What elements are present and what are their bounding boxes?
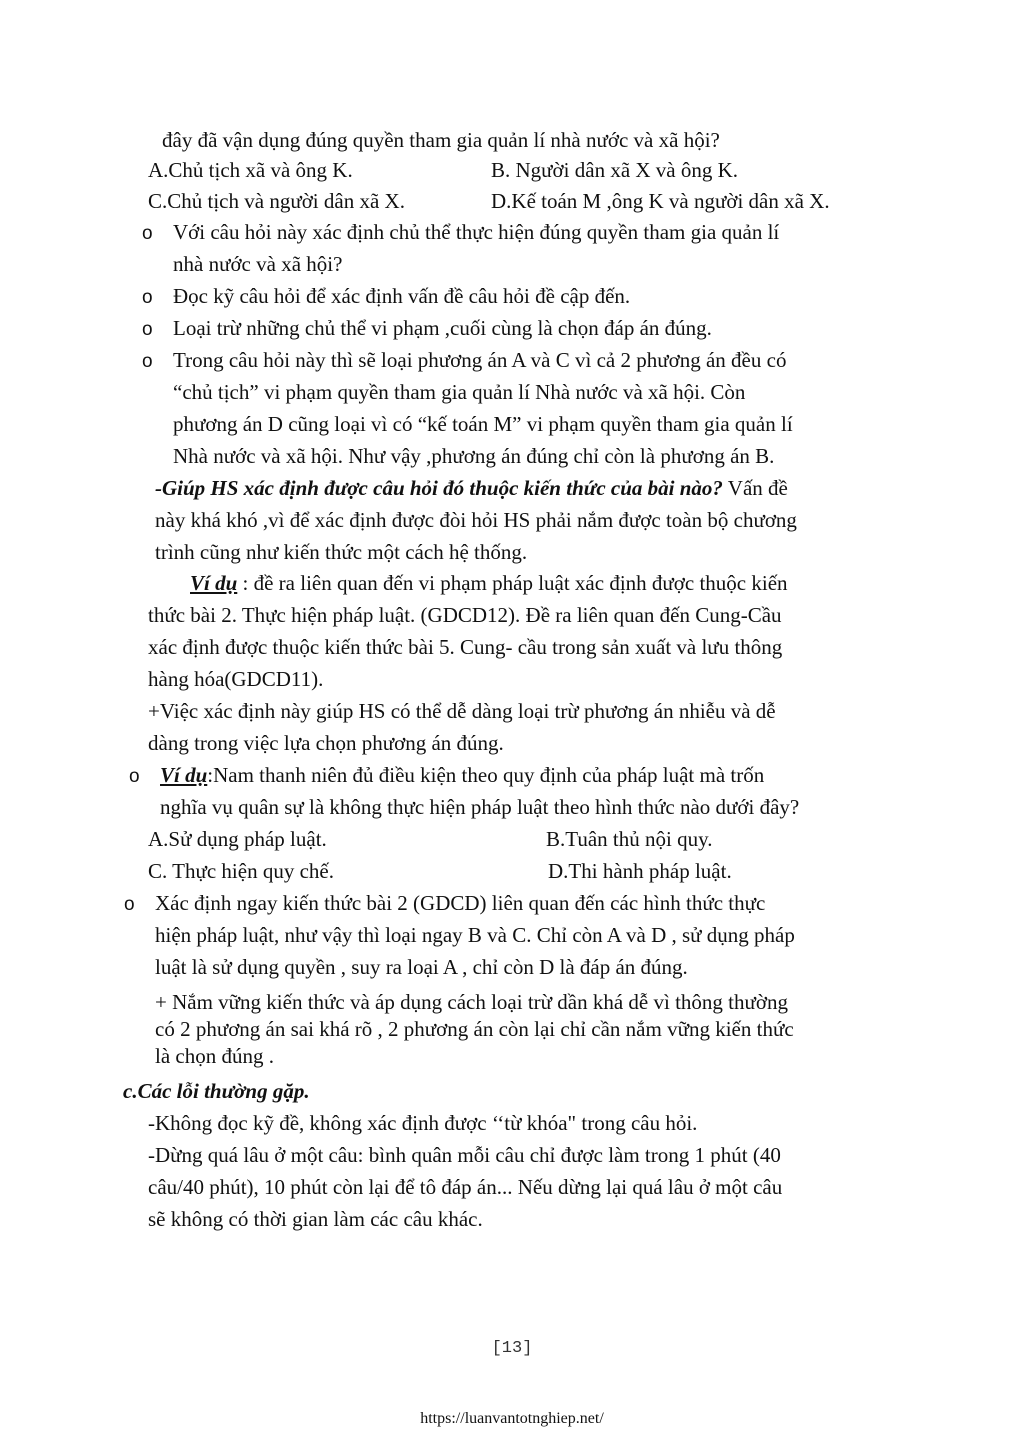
question-stem-tail: đây đã vận dụng đúng quyền tham gia quản lí nhà nước và xã hội? — [162, 128, 720, 152]
step-4-line-2: “chủ tịch” vi phạm quyền tham gia quản lí Nhà nước và xã hội. Còn — [173, 380, 746, 404]
step-4-line-4: Nhà nước và xã hội. Như vậy ,phương án đúng chỉ còn là phương án B. — [173, 444, 775, 468]
example-2-option-b: B.Tuân thủ nội quy. — [546, 827, 713, 851]
example-2-line-2: nghĩa vụ quân sự là không thực hiện pháp luật theo hình thức nào dưới đây? — [160, 795, 800, 819]
example-2-solution-line-1: Xác định ngay kiến thức bài 2 (GDCD) liên quan đến các hình thức thực — [155, 891, 766, 915]
tip-line-2: có 2 phương án sai khá rõ , 2 phương án còn lại chỉ cần nắm vững kiến thức — [155, 1017, 794, 1041]
example-1-line-2: thức bài 2. Thực hiện pháp luật. (GDCD12). Đề ra liên quan đến Cung-Cầu — [148, 603, 782, 627]
example-1-label: Ví dụ — [190, 571, 238, 595]
step-1-line-2: nhà nước và xã hội? — [173, 252, 343, 276]
example-2-label: Ví dụ — [160, 763, 208, 787]
example-2-solution-line-2: hiện pháp luật, như vậy thì loại ngay B và C. Chỉ còn A và D , sử dụng pháp — [155, 923, 795, 947]
mistakes-line-2: -Dừng quá lâu ở một câu: bình quân mỗi câu chỉ được làm trong 1 phút (40 — [148, 1143, 781, 1167]
mistakes-heading: c.Các lỗi thường gặp. — [123, 1079, 310, 1103]
mistakes-line-4: sẽ không có thời gian làm các câu khác. — [148, 1207, 483, 1231]
step-4-line-1: Trong câu hỏi này thì sẽ loại phương án A và C vì cả 2 phương án đều có — [173, 348, 787, 372]
help-heading-tail: Vấn đề — [722, 476, 788, 500]
bullet-icon: o — [124, 894, 135, 915]
bullet-icon: o — [129, 766, 140, 787]
step-2-line-1: Đọc kỹ câu hỏi để xác định vấn đề câu hỏi đề cập đến. — [173, 284, 631, 308]
page-number: [13] — [491, 1339, 533, 1358]
example-2-line-1-tail: :Nam thanh niên đủ điều kiện theo quy định của pháp luật mà trốn — [207, 763, 765, 787]
example-2-option-a: A.Sử dụng pháp luật. — [148, 827, 327, 851]
help-heading: -Giúp HS xác định được câu hỏi đó thuộc kiến thức của bài nào? — [155, 476, 723, 500]
option-d: D.Kế toán M ,ông K và người dân xã X. — [491, 189, 830, 213]
example-1-line-1 — [190, 570, 788, 596]
option-b: B. Người dân xã X và ông K. — [491, 158, 739, 182]
step-1-line-1: Với câu hỏi này xác định chủ thể thực hiện đúng quyền tham gia quản lí — [173, 220, 780, 244]
help-heading-line — [155, 475, 788, 501]
bullet-icon: o — [142, 351, 153, 372]
bullet-icon: o — [142, 223, 153, 244]
option-c: C.Chủ tịch và người dân xã X. — [148, 189, 405, 213]
benefit-line-2: dàng trong việc lựa chọn phương án đúng. — [148, 731, 504, 755]
step-4-line-3: phương án D cũng loại vì có “kế toán M” vi phạm quyền tham gia quản lí — [173, 412, 793, 436]
example-2-solution-line-3: luật là sử dụng quyền , suy ra loại A , chỉ còn D là đáp án đúng. — [155, 955, 688, 979]
example-2-option-c: C. Thực hiện quy chế. — [148, 859, 334, 883]
example-1-line-1-tail: : đề ra liên quan đến vi phạm pháp luật xác định được thuộc kiến — [237, 571, 788, 595]
option-a: A.Chủ tịch xã và ông K. — [148, 158, 353, 182]
example-1-line-3: xác định được thuộc kiến thức bài 5. Cung- cầu trong sản xuất và lưu thông — [148, 635, 783, 659]
bullet-icon: o — [142, 287, 153, 308]
bullet-icon: o — [142, 319, 153, 340]
example-2-option-d: D.Thi hành pháp luật. — [548, 859, 732, 883]
step-3-line-1: Loại trừ những chủ thể vi phạm ,cuối cùng là chọn đáp án đúng. — [173, 316, 712, 340]
footer-url[interactable]: https://luanvantotnghiep.net/ — [420, 1410, 604, 1427]
example-1-line-4: hàng hóa(GDCD11). — [148, 667, 324, 691]
tip-line-3: là chọn đúng . — [155, 1044, 274, 1068]
help-line-2: trình cũng như kiến thức một cách hệ thống. — [155, 540, 528, 564]
mistakes-line-1: -Không đọc kỹ đề, không xác định được ‘‘từ khóa" trong câu hỏi. — [148, 1111, 698, 1135]
mistakes-line-3: câu/40 phút), 10 phút còn lại để tô đáp án... Nếu dừng lại quá lâu ở một câu — [148, 1175, 783, 1199]
example-2-line-1 — [160, 762, 764, 788]
help-line-1: này khá khó ,vì để xác định được đòi hỏi HS phải nắm được toàn bộ chương — [155, 508, 797, 532]
benefit-line-1: +Việc xác định này giúp HS có thể dễ dàng loại trừ phương án nhiễu và dễ — [148, 699, 776, 723]
tip-line-1: + Nắm vững kiến thức và áp dụng cách loại trừ dần khá dễ vì thông thường — [155, 990, 788, 1014]
